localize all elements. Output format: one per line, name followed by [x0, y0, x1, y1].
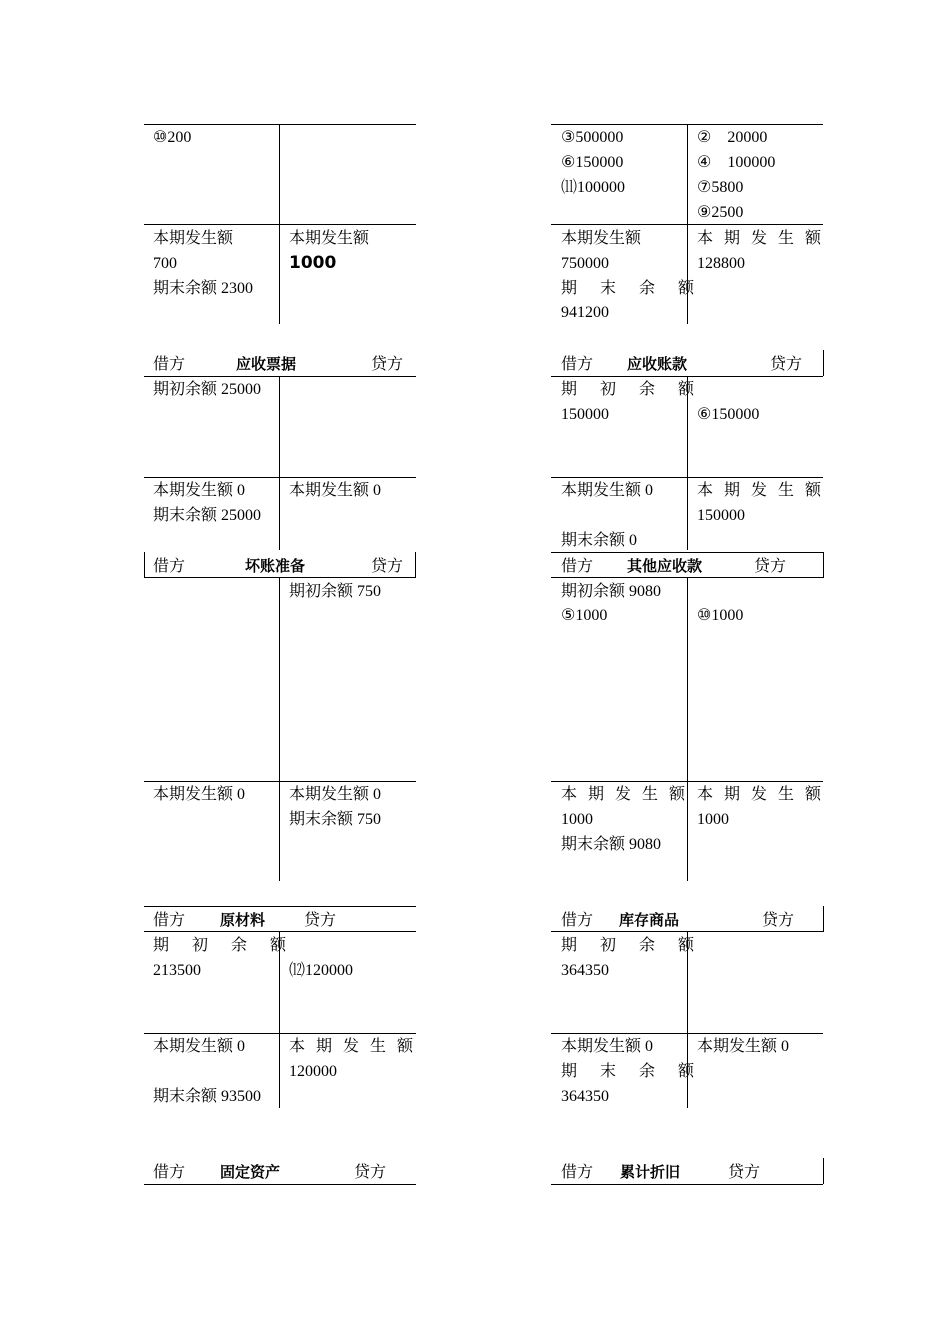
account-title: 其他应收款	[627, 557, 703, 575]
header-top-rule	[144, 906, 416, 907]
account-title: 固定资产	[220, 1163, 281, 1181]
credit-total-label: 本期发生额	[289, 1038, 425, 1055]
account-title: 库存商品	[619, 911, 680, 929]
debit-ending-balance: 期末余额 25000	[153, 507, 262, 524]
opening-value: 364350	[561, 962, 609, 979]
debit-entry: ⑥150000	[561, 154, 624, 171]
debit-side-label: 借方	[561, 912, 594, 929]
debit-total: 本期发生额 0	[561, 1038, 654, 1055]
credit-total-label: 本期发生额	[289, 230, 370, 247]
opening-label: 期初余额	[561, 381, 718, 398]
opening-balance: 期初余额 9080	[561, 583, 662, 600]
debit-total: 本期发生额 0	[561, 482, 654, 499]
debit-total-label: 本期发生额	[561, 230, 642, 247]
header-edge	[823, 350, 824, 376]
debit-side-label: 借方	[561, 1164, 594, 1181]
credit-side-label: 贷方	[762, 912, 795, 929]
credit-total-value: 120000	[289, 1063, 337, 1080]
header-edge-right	[415, 552, 416, 578]
debit-total: 本期发生额 0	[153, 482, 246, 499]
divider	[279, 577, 280, 881]
debit-side-label: 借方	[153, 1164, 186, 1181]
debit-side-label: 借方	[153, 356, 186, 373]
credit-entry: ④ 100000	[697, 154, 776, 171]
totals-rule	[144, 224, 416, 225]
header-edge-left	[144, 552, 145, 578]
debit-entry: ⑤1000	[561, 607, 608, 624]
debit-side-label: 借方	[153, 558, 186, 575]
debit-ending-balance: 期末余额 9080	[561, 836, 662, 853]
header-rule	[144, 577, 416, 578]
opening-label: 期初余额	[153, 937, 310, 954]
debit-entry: ③500000	[561, 129, 624, 146]
header-edge	[823, 552, 824, 578]
credit-total-label: 本期发生额	[697, 786, 833, 803]
header-edge	[823, 1158, 824, 1184]
credit-total: 本期发生额 0	[697, 1038, 790, 1055]
divider	[279, 376, 280, 550]
debit-side-label: 借方	[561, 356, 594, 373]
totals-rule	[551, 224, 823, 225]
credit-entry: ⑩1000	[697, 607, 744, 624]
credit-total-value: 150000	[697, 507, 745, 524]
opening-value: 150000	[561, 406, 609, 423]
credit-ending-balance: 期末余额 750	[289, 811, 382, 828]
debit-total: 本期发生额 0	[153, 786, 246, 803]
credit-entry: ⑥150000	[697, 406, 760, 423]
account-title: 应收票据	[236, 355, 297, 373]
credit-total-label: 本期发生额	[697, 230, 833, 247]
debit-ending-balance: 期末余额 93500	[153, 1088, 262, 1105]
debit-entry: ⑩200	[153, 129, 192, 146]
credit-side-label: 贷方	[754, 558, 787, 575]
debit-total: 本期发生额 0	[153, 1038, 246, 1055]
credit-entry: ⑨2500	[697, 204, 744, 221]
debit-ending-label: 期末余额	[561, 280, 718, 297]
debit-ending-value: 364350	[561, 1088, 609, 1105]
debit-entry: ⑾100000	[561, 179, 626, 196]
header-edge	[823, 906, 824, 932]
debit-ending-balance: 期末余额 0	[561, 532, 638, 549]
credit-side-label: 贷方	[728, 1164, 761, 1181]
debit-total-label: 本期发生额	[153, 230, 234, 247]
credit-entry: ② 20000	[697, 129, 768, 146]
credit-side-label: 贷方	[770, 356, 803, 373]
debit-total-label: 本期发生额	[561, 786, 697, 803]
opening-value: 213500	[153, 962, 201, 979]
debit-total-value: 750000	[561, 255, 609, 272]
credit-entry: ⑿120000	[289, 962, 354, 979]
debit-ending-balance: 期末余额 2300	[153, 280, 254, 297]
opening-balance: 期初余额 750	[289, 583, 382, 600]
account-title: 原材料	[220, 911, 266, 929]
credit-total-value: 1000	[697, 811, 729, 828]
credit-side-label: 贷方	[354, 1164, 387, 1181]
credit-total-label: 本期发生额	[697, 482, 833, 499]
opening-balance: 期初余额 25000	[153, 381, 262, 398]
credit-total: 本期发生额 0	[289, 786, 382, 803]
debit-side-label: 借方	[561, 558, 594, 575]
header-rule	[144, 1184, 416, 1185]
debit-ending-value: 941200	[561, 304, 609, 321]
account-title: 坏账准备	[245, 557, 306, 575]
credit-side-label: 贷方	[371, 356, 404, 373]
header-rule	[144, 931, 416, 932]
account-title: 应收账款	[627, 355, 688, 373]
account-title: 累计折旧	[620, 1163, 681, 1181]
debit-side-label: 借方	[153, 912, 186, 929]
debit-total-value: 1000	[561, 811, 593, 828]
opening-label: 期初余额	[561, 937, 718, 954]
debit-total-value: 700	[153, 255, 177, 272]
divider	[687, 376, 688, 550]
header-top-rule	[551, 552, 823, 553]
header-rule	[551, 1184, 823, 1185]
credit-entry: ⑦5800	[697, 179, 744, 196]
credit-total-value: 128800	[697, 255, 745, 272]
credit-total-value: 1000	[289, 253, 337, 273]
debit-ending-label: 期末余额	[561, 1063, 718, 1080]
credit-side-label: 贷方	[371, 558, 404, 575]
divider	[687, 577, 688, 881]
credit-total: 本期发生额 0	[289, 482, 382, 499]
credit-side-label: 贷方	[304, 912, 337, 929]
